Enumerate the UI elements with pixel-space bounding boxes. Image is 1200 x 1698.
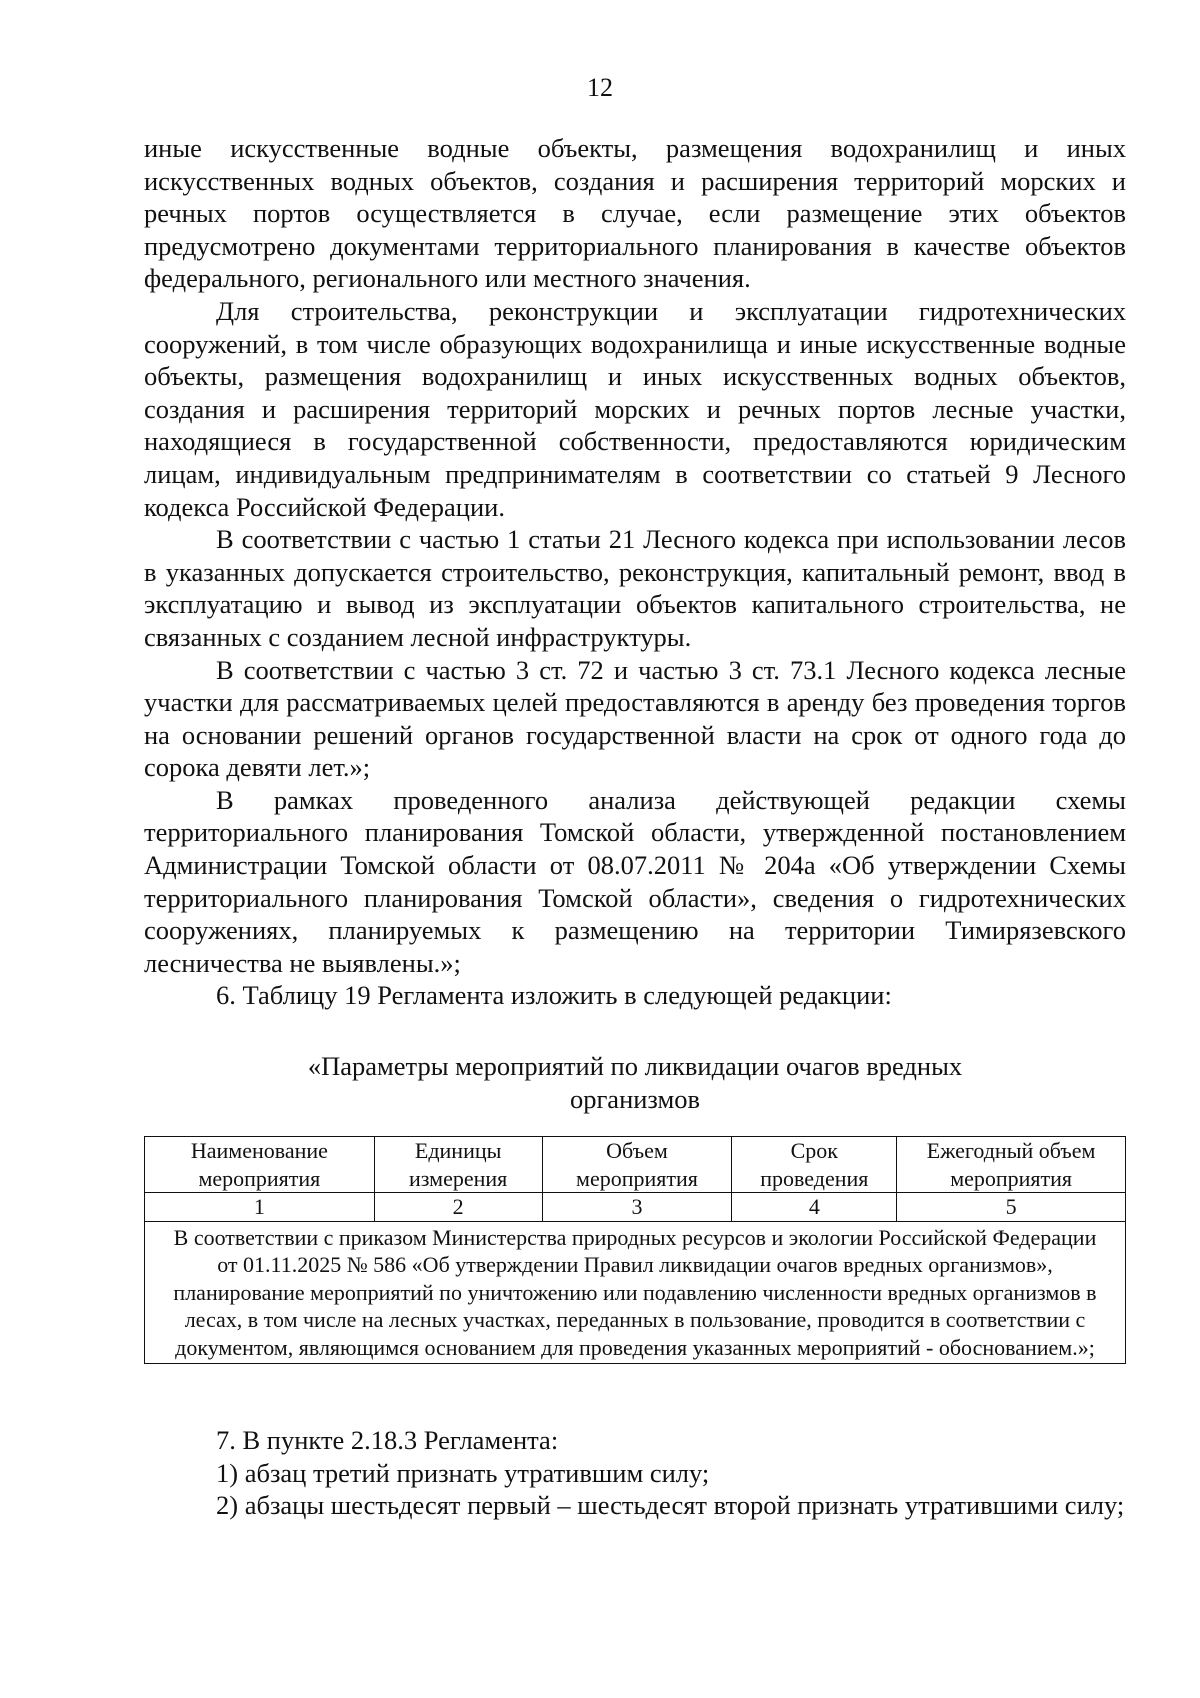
table-header-cell: Единицы измерения xyxy=(374,1137,542,1193)
paragraph: 1) абзац третий признать утратившим силу; xyxy=(216,1457,710,1488)
table-row xyxy=(145,1221,1126,1364)
parameters-table xyxy=(144,1136,1126,1364)
table-note-cell: В соответствии с приказом Министерства природных ресурсов и экологии Российской Федерации от 01.11.2025 № 586 «Об утверждении Правил ликвидации очагов вредных организмов», планирование мероприятий по уничтожению или подавлению численности вредных организмов в лесах, в том числе на лесных участках, переданных в пользование, проводится в соответствии с документом, являющимся основанием для проведения указанных мероприятий - обоснованием.»; xyxy=(145,1221,1126,1364)
paragraph: 7. В пункте 2.18.3 Регламента: xyxy=(216,1425,559,1455)
table-number-cell: 2 xyxy=(374,1193,542,1222)
table-title-line: организмов xyxy=(569,1083,701,1114)
paragraph: Для строительства, реконструкции и эксплуатации гидротехнических сооружений, в том числе образующих водохранилища и иные искусственные водные объекты, размещения водохранилищ и иных искусственных водных объектов, создания и расширения территорий морских и речных портов лесные участки, находящиеся в государственной собственности, предоставляются юридическим лицам, индивидуальным предпринимателям в соответствии со статьей 9 Лесного кодекса Российской Федерации. xyxy=(144,295,1126,522)
paragraph-continuation: иные искусственные водные объекты, размещения водохранилищ и иных искусственных водных объектов, создания и расширения территорий морских и речных портов осуществляется в случае, если размещение этих объектов предусмотрено документами территориального планирования в качестве объектов федерального, регионального или местного значения. xyxy=(144,133,1126,294)
table-header-row xyxy=(145,1137,1126,1193)
table-header-cell: Объем мероприятия xyxy=(542,1137,732,1193)
table-header-cell: Срок проведения xyxy=(732,1137,897,1193)
page-number: 12 xyxy=(587,73,613,102)
paragraph: 2) абзацы шестьдесят первый – шестьдесят второй признать утратившими силу; xyxy=(216,1490,1125,1521)
paragraph: 6. Таблицу 19 Регламента изложить в следующей редакции: xyxy=(216,980,892,1011)
table-number-cell: 3 xyxy=(542,1193,732,1222)
table-header-cell: Ежегодный объем мероприятия xyxy=(897,1137,1126,1193)
table-title xyxy=(144,1050,1126,1115)
body-text xyxy=(144,132,1126,1012)
after-table-text xyxy=(144,1424,1126,1522)
table-title-line: «Параметры мероприятий по ликвидации очагов вредных xyxy=(307,1051,963,1081)
paragraph: В соответствии с частью 1 статьи 21 Лесного кодекса при использовании лесов в указанных допускается строительство, реконструкция, капитальный ремонт, ввод в эксплуатацию и вывод из эксплуатации объектов капитального строительства, не связанных с созданием лесной инфраструктуры. xyxy=(144,524,1126,652)
table-header-cell: Наименование мероприятия xyxy=(145,1137,375,1193)
paragraph: В рамках проведенного анализа действующей редакции схемы территориального планирования Томской области, утвержденной постановлением Администрации Томской области от 08.07.2011 № 204а «Об утверждении Схемы территориального планирования Томской области», сведения о гидротехнических сооружениях, планируемых к размещению на территории Тимирязевского лесничества не выявлены.»; xyxy=(144,784,1126,978)
table-number-cell: 1 xyxy=(145,1193,375,1222)
table-number-cell: 4 xyxy=(732,1193,897,1222)
paragraph: В соответствии с частью 3 ст. 72 и частью 3 ст. 73.1 Лесного кодекса лесные участки для рассматриваемых целей предоставляются в аренду без проведения торгов на основании решений органов государственной власти на срок от одного года до сорока девяти лет.»; xyxy=(144,654,1126,783)
table-number-cell: 5 xyxy=(897,1193,1126,1222)
table-number-row xyxy=(145,1193,1126,1222)
